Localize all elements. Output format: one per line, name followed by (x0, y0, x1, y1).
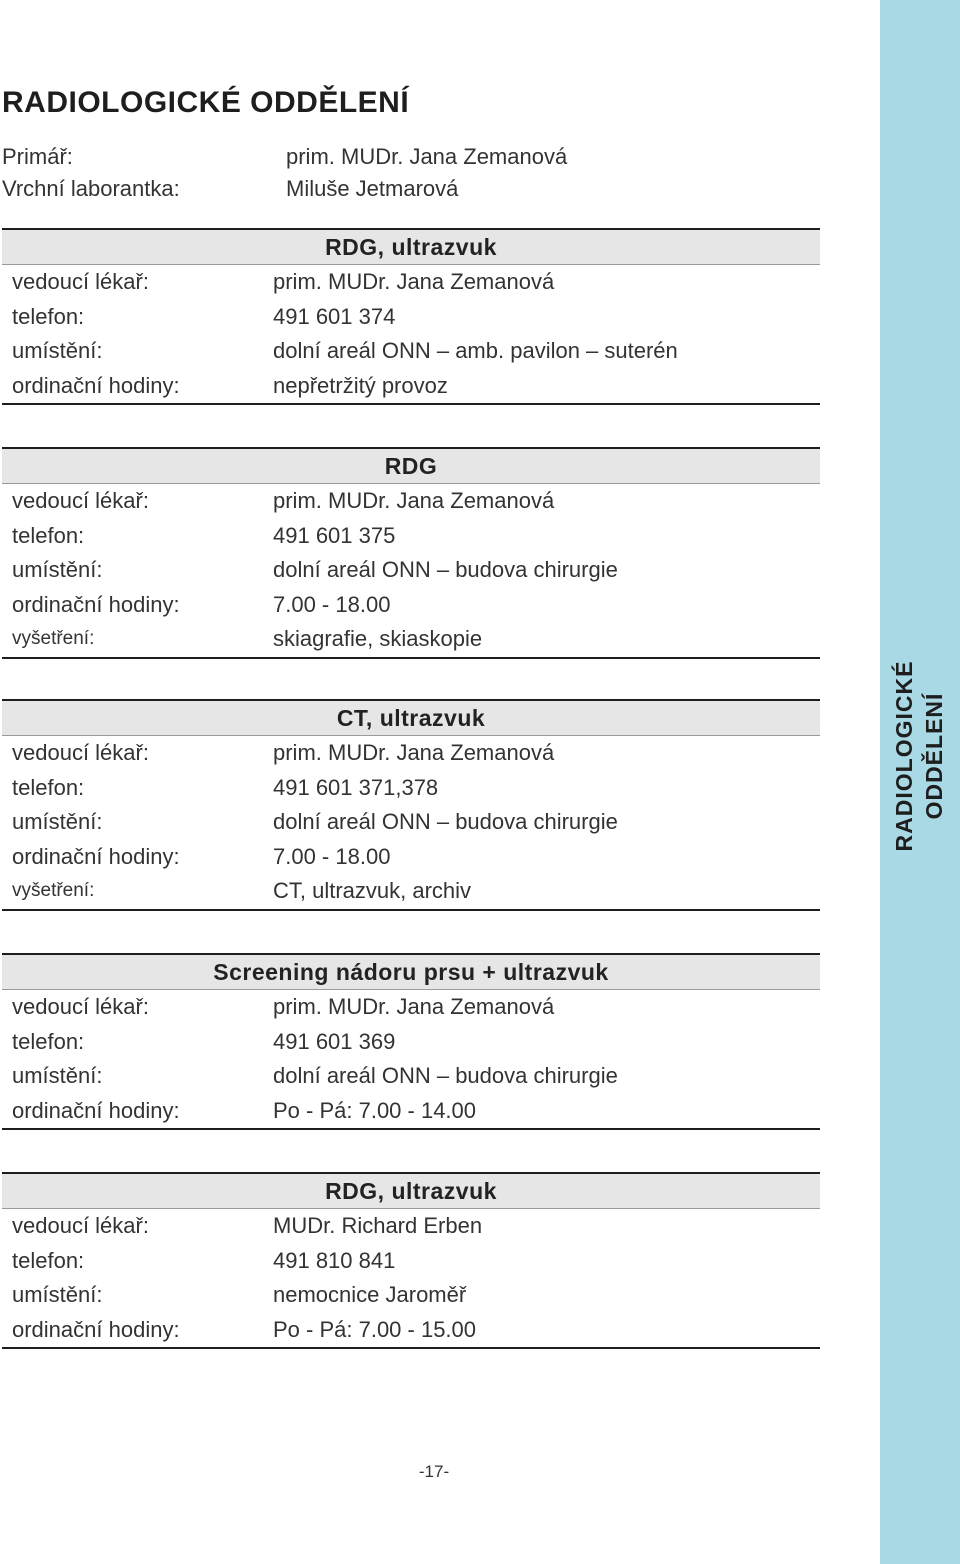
vrchni-laborantka-label: Vrchní laborantka: (2, 176, 180, 201)
row-label: telefon: (12, 774, 85, 800)
row-label: vyšetření: (12, 880, 95, 902)
row-label: umístění: (12, 1063, 103, 1089)
row-label: ordinační hodiny: (12, 1316, 180, 1342)
info-row (2, 771, 820, 806)
info-row (2, 874, 820, 909)
section-divider (2, 657, 820, 659)
row-label: umístění: (12, 809, 103, 835)
row-value: nemocnice Jaroměř (273, 1282, 467, 1308)
info-row (2, 1094, 820, 1129)
info-row (2, 840, 820, 875)
section-divider (2, 1128, 820, 1130)
row-label: telefon: (12, 1247, 85, 1273)
info-row (2, 622, 820, 657)
section-title: RDG, ultrazvuk (2, 1172, 820, 1209)
row-value: skiagrafie, skiaskopie (273, 626, 483, 652)
info-row (2, 1059, 820, 1094)
section-title: Screening nádoru prsu + ultrazvuk (2, 953, 820, 990)
row-value: MUDr. Richard Erben (273, 1213, 483, 1238)
row-label: umístění: (12, 338, 103, 364)
side-tab-line-2: ODDĚLENÍ (921, 692, 947, 820)
row-label: vyšetření: (12, 628, 95, 650)
row-label: vedoucí lékař: (12, 994, 149, 1019)
section-ct-ultrazvuk (2, 699, 820, 911)
info-row (2, 553, 820, 588)
row-label: telefon: (12, 522, 85, 548)
info-row (2, 736, 820, 771)
row-value: prim. MUDr. Jana Zemanová (273, 269, 555, 294)
row-value: 491 601 375 (273, 522, 396, 548)
section-screening (2, 953, 820, 1130)
info-row (2, 1025, 820, 1060)
section-rdg-ultrazvuk (2, 228, 820, 405)
vrchni-laborantka-value: Miluše Jetmarová (286, 176, 459, 201)
row-value: prim. MUDr. Jana Zemanová (273, 488, 555, 513)
row-value: prim. MUDr. Jana Zemanová (273, 994, 555, 1019)
info-row (2, 588, 820, 623)
row-label: ordinační hodiny: (12, 591, 180, 617)
info-row (2, 1244, 820, 1279)
page-number: -17- (418, 1462, 450, 1481)
row-value: CT, ultrazvuk, archiv (273, 878, 472, 904)
row-label: telefon: (12, 1028, 85, 1054)
row-value: 7.00 - 18.00 (273, 591, 391, 617)
info-row (2, 1313, 820, 1348)
section-rdg (2, 447, 820, 659)
info-row (2, 1209, 820, 1244)
row-value: dolní areál ONN – budova chirurgie (273, 1063, 618, 1089)
section-divider (2, 403, 820, 405)
row-value: prim. MUDr. Jana Zemanová (273, 740, 555, 765)
row-value: dolní areál ONN – budova chirurgie (273, 809, 618, 835)
row-label: vedoucí lékař: (12, 1213, 149, 1238)
row-label: telefon: (12, 303, 85, 329)
info-row (2, 484, 820, 519)
section-rdg-ultrazvuk-jaromer (2, 1172, 820, 1349)
info-row (2, 334, 820, 369)
row-label: ordinační hodiny: (12, 843, 180, 869)
row-label: umístění: (12, 557, 103, 583)
section-divider (2, 1347, 820, 1349)
row-label: ordinační hodiny: (12, 372, 180, 398)
info-row (2, 300, 820, 335)
row-value: 491 810 841 (273, 1247, 396, 1273)
side-tab-line-1: RADIOLOGICKÉ (891, 660, 917, 852)
row-label: ordinační hodiny: (12, 1097, 180, 1123)
row-value: nepřetržitý provoz (273, 372, 448, 398)
row-value: Po - Pá: 7.00 - 15.00 (273, 1316, 477, 1342)
info-row (2, 519, 820, 554)
row-label: vedoucí lékař: (12, 269, 149, 294)
section-divider (2, 909, 820, 911)
section-title: RDG, ultrazvuk (2, 228, 820, 265)
row-value: 491 601 371,378 (273, 774, 439, 800)
side-tab-label (889, 661, 949, 852)
row-value: Po - Pá: 7.00 - 14.00 (273, 1097, 477, 1123)
row-label: umístění: (12, 1282, 103, 1308)
info-row (2, 805, 820, 840)
row-value: dolní areál ONN – amb. pavilon – suterén (273, 338, 678, 364)
page-title: RADIOLOGICKÉ ODDĚLENÍ (2, 86, 410, 119)
row-value: 7.00 - 18.00 (273, 843, 391, 869)
row-label: vedoucí lékař: (12, 740, 149, 765)
info-row (2, 265, 820, 300)
info-row (2, 1278, 820, 1313)
row-value: dolní areál ONN – budova chirurgie (273, 557, 618, 583)
row-label: vedoucí lékař: (12, 488, 149, 513)
row-value: 491 601 374 (273, 303, 396, 329)
section-title: CT, ultrazvuk (2, 699, 820, 736)
primar-value: prim. MUDr. Jana Zemanová (286, 144, 568, 169)
info-row (2, 369, 820, 404)
row-value: 491 601 369 (273, 1028, 396, 1054)
section-title: RDG (2, 447, 820, 484)
info-row (2, 990, 820, 1025)
primar-label: Primář: (2, 144, 73, 169)
